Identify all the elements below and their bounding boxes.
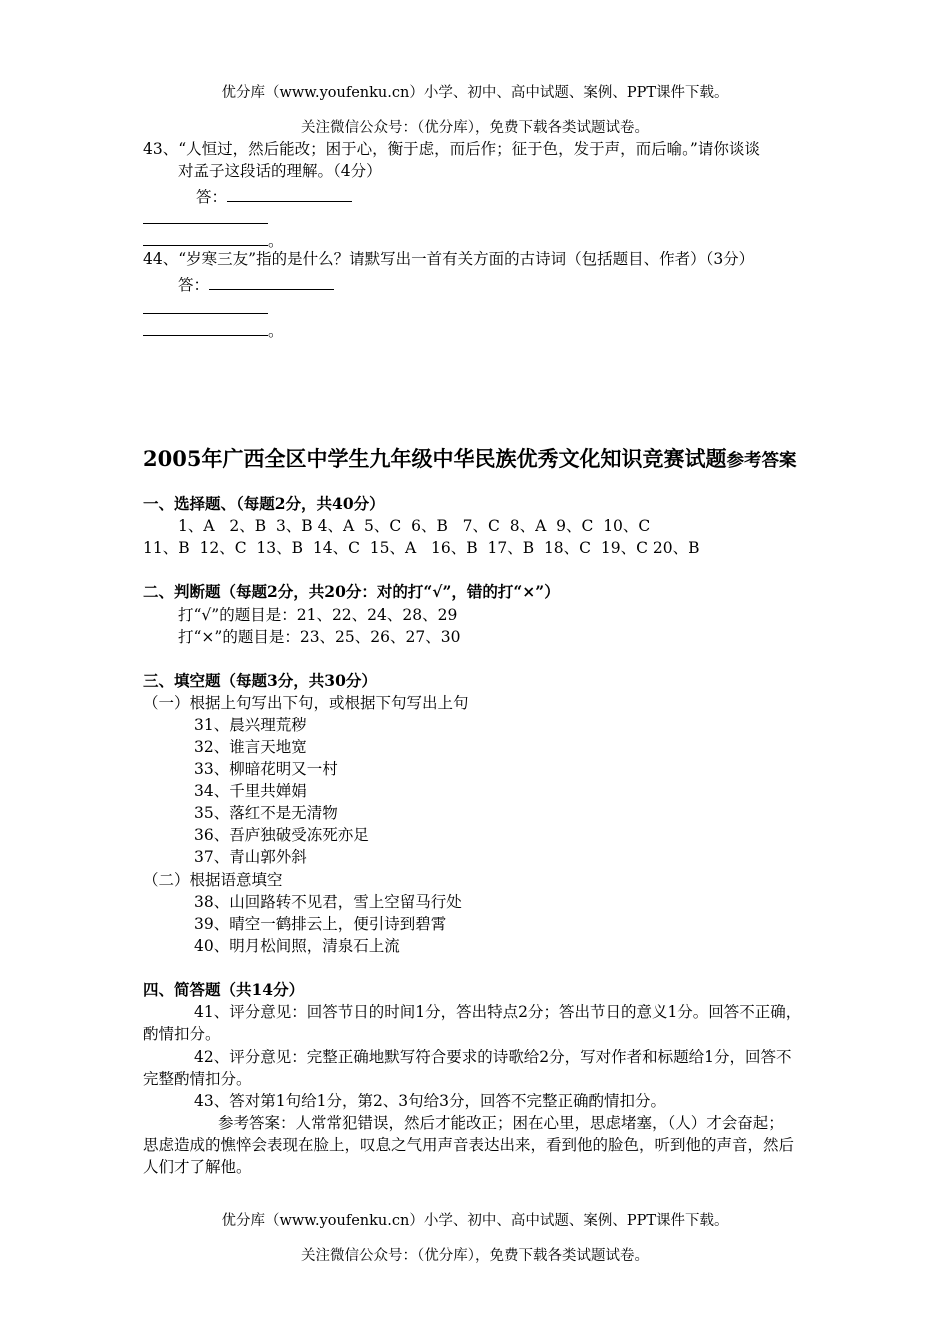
- header-line-1: 优分库（www.youfenku.cn）小学、初中、高中试题、案例、PPT课件下载。: [221, 85, 729, 101]
- section-4-reference-2: 思虑造成的憔悴会表现在脸上，叹息之气用声音表达出来，看到他的脸色，听到他的声音，然后: [143, 1136, 795, 1154]
- section-3-sub-2: （二）根据语意填空: [143, 871, 283, 889]
- section-3-sub-1: （一）根据上句写出下句，或根据下句写出上句: [143, 694, 469, 712]
- section-4-42-line-2: 完整酌情扣分。: [143, 1070, 252, 1088]
- section-2-heading: 二、判断题（每题2分，共20分：对的打“√”，错的打“×”）: [143, 582, 560, 601]
- answer-blank: [209, 273, 334, 290]
- list-item: 33、柳暗花明又一村: [194, 760, 338, 778]
- section-1-row-1: 1、A 2、B 3、B 4、A 5、C 6、B 7、C 8、A 9、C 10、C: [178, 517, 651, 535]
- list-item: 38、山回路转不见君，雪上空留马行处: [194, 893, 462, 911]
- section-4-41-line-1: 41、评分意见：回答节日的时间1分，答出特点2分；答出节日的意义1分。回答不正确，: [194, 1003, 802, 1021]
- question-43: 43、“人恒过，然后能改；困于心，衡于虑，而后作；征于色，发于声，而后喻。”请你谈谈: [143, 140, 760, 158]
- list-item: 37、青山郭外斜: [194, 848, 307, 866]
- section-4-reference-3: 人们才了解他。: [143, 1158, 252, 1176]
- header-line-2: 关注微信公众号：（优分库），免费下载各类试题试卷。: [301, 120, 649, 136]
- section-2-line-1: 打“√”的题目是：21、22、24、28、29: [178, 606, 458, 624]
- answer-blank-line: [143, 297, 268, 320]
- section-4-42-line-1: 42、评分意见：完整正确地默写符合要求的诗歌给2分，写对作者和标题给1分，回答不: [194, 1048, 792, 1066]
- section-1-row-2: 11、B 12、C 13、B 14、C 15、A 16、B 17、B 18、C 19、C 20、B: [143, 539, 700, 557]
- list-item: 31、晨兴理荒秽: [194, 716, 307, 734]
- list-item: 34、千里共婵娟: [194, 782, 307, 800]
- answers-title-suffix: 参考答案: [726, 451, 797, 471]
- answer-label: 答：: [196, 188, 228, 206]
- period: 。: [268, 322, 284, 340]
- answers-title-main: 2005年广西全区中学生九年级中华民族优秀文化知识竞赛试题: [143, 446, 727, 471]
- answers-title: [143, 443, 796, 473]
- answer-label: 答：: [178, 276, 210, 294]
- list-item: 35、落红不是无清物: [194, 804, 338, 822]
- answer-blank: [227, 185, 352, 202]
- section-4-41-line-2: 酌情扣分。: [143, 1025, 221, 1043]
- section-4-reference-1: 参考答案：人常常犯错误，然后才能改正；困在心里，思虑堵塞，（人）才会奋起；: [218, 1114, 784, 1132]
- answer-blank-line: [143, 207, 268, 230]
- question-44: 44、“岁寒三友”指的是什么？请默写出一首有关方面的古诗词（包括题目、作者）（3分）: [143, 250, 755, 268]
- period: 。: [268, 232, 284, 250]
- question-43-cont: 对孟子这段话的理解。（4分）: [178, 162, 382, 180]
- list-item: 40、明月松间照，清泉石上流: [194, 937, 400, 955]
- footer-line-2: 关注微信公众号：（优分库），免费下载各类试题试卷。: [301, 1248, 649, 1264]
- question-43-answer: [196, 185, 352, 208]
- footer-line-1: 优分库（www.youfenku.cn）小学、初中、高中试题、案例、PPT课件下载。: [221, 1213, 729, 1229]
- section-3-heading: 三、填空题（每题3分，共30分）: [143, 671, 377, 690]
- list-item: 36、吾庐独破受冻死亦足: [194, 826, 369, 844]
- section-4-heading: 四、简答题（共14分）: [143, 980, 305, 999]
- list-item: 32、谁言天地宽: [194, 738, 307, 756]
- list-item: 39、晴空一鹤排云上，便引诗到碧霄: [194, 915, 447, 933]
- section-4-43: 43、答对第1句给1分，第2、3句给3分，回答不完整正确酌情扣分。: [194, 1092, 667, 1110]
- question-44-answer: [178, 273, 334, 296]
- answer-blank-line: [143, 319, 284, 342]
- section-2-line-2: 打“×”的题目是：23、25、26、27、30: [178, 628, 461, 646]
- section-1-heading: 一、选择题、（每题2分，共40分）: [143, 494, 385, 513]
